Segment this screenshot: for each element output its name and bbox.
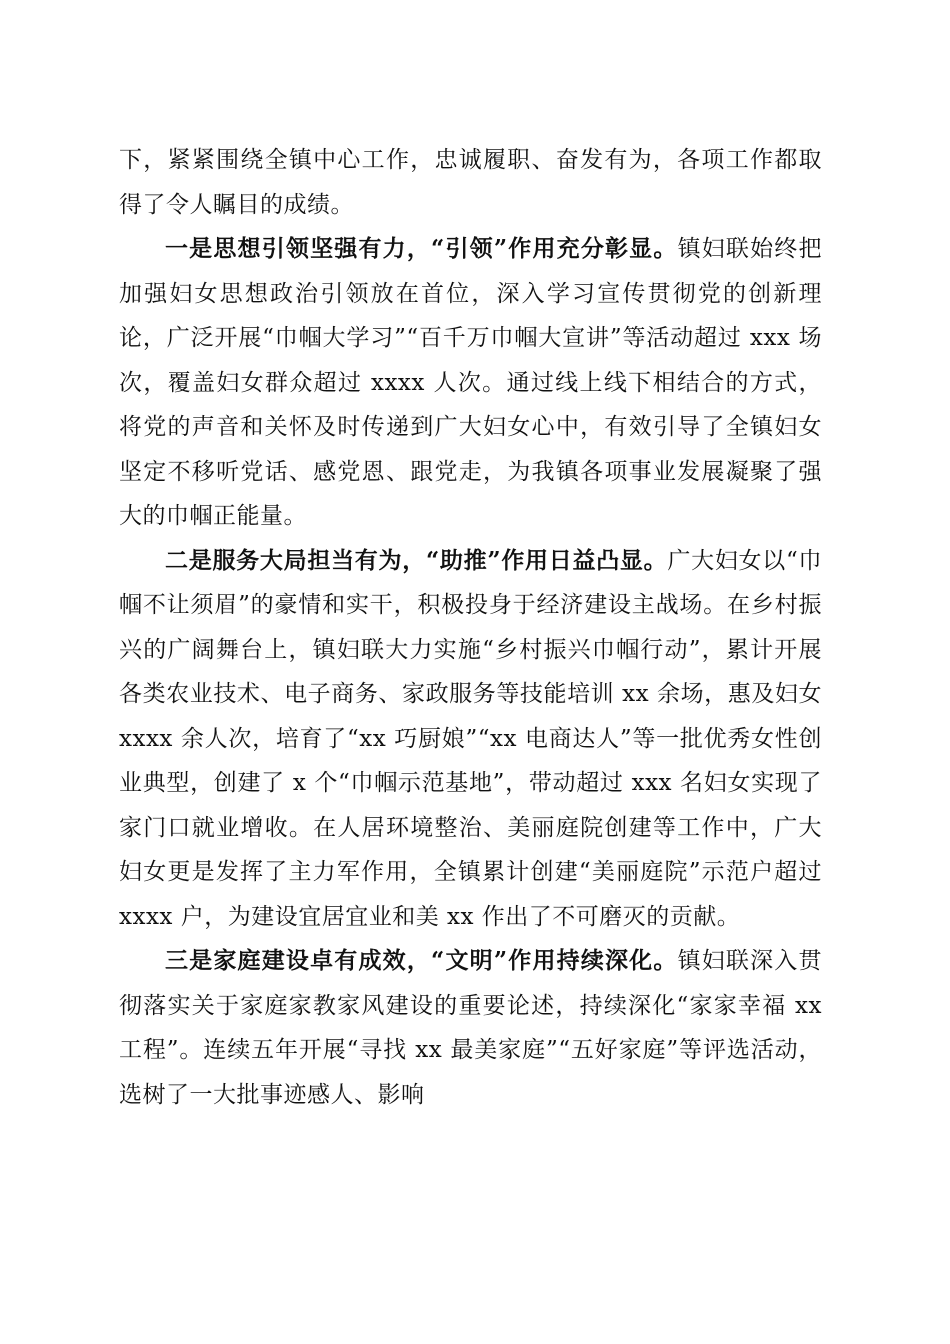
paragraph-family-building bbox=[119, 939, 822, 1117]
paragraph-serving-overall-situation bbox=[119, 539, 822, 940]
paragraph-text: 下，紧紧围绕全镇中心工作，忠诚履职、奋发有为，各项工作都取得了令人瞩目的成绩。 bbox=[119, 147, 822, 218]
paragraph-text: 广大妇女以“巾帼不让须眉”的豪情和实干，积极投身于经济建设主战场。在乡村振兴的广阔舞台上，镇妇联大力实施“乡村振兴巾帼行动”，累计开展各类农业技术、电子商务、家政服务等技能培训 xx 余场，惠及妇女 xxxx 余人次，培育了“xx 巧厨娘”“xx 电商达人”等一批优秀女性创业典型，创建了 x 个“巾帼示范基地”，带动超过 xxx 名妇女实现了家门口就业增收。在人居环境整治、美丽庭院创建等工作中，广大妇女更是发挥了主力军作用，全镇累计创建“美丽庭院”示范户超过 xxxx 户，为建设宜居宜业和美 xx 作出了不可磨灭的贡献。 bbox=[119, 547, 822, 930]
paragraph-heading: 二是服务大局担当有为，“助推”作用日益凸显。 bbox=[165, 546, 668, 574]
paragraph-ideological-guidance bbox=[119, 227, 822, 539]
paragraph-text: 镇妇联始终把加强妇女思想政治引领放在首位，深入学习宣传贯彻党的创新理论，广泛开展“巾帼大学习”“百千万巾帼大宣讲”等活动超过 xxx 场次，覆盖妇女群众超过 xxxx 人次。通过线上线下相结合的方式，将党的声音和关怀及时传递到广大妇女心中，有效引导了全镇妇女坚定不移听党话、感党恩、跟党走，为我镇各项事业发展凝聚了强大的巾帼正能量。 bbox=[119, 236, 822, 529]
document-body bbox=[119, 138, 822, 1117]
paragraph-text: 镇妇联深入贯彻落实关于家庭家教家风建设的重要论述，持续深化“家家幸福 xx 工程”。连续五年开展“寻找 xx 最美家庭”“五好家庭”等评选活动，选树了一大批事迹感人、影响 bbox=[119, 948, 822, 1108]
paragraph-continuation bbox=[119, 138, 822, 227]
paragraph-heading: 一是思想引领坚强有力，“引领”作用充分彰显。 bbox=[165, 235, 678, 262]
paragraph-heading: 三是家庭建设卓有成效，“文明”作用持续深化。 bbox=[165, 947, 678, 974]
